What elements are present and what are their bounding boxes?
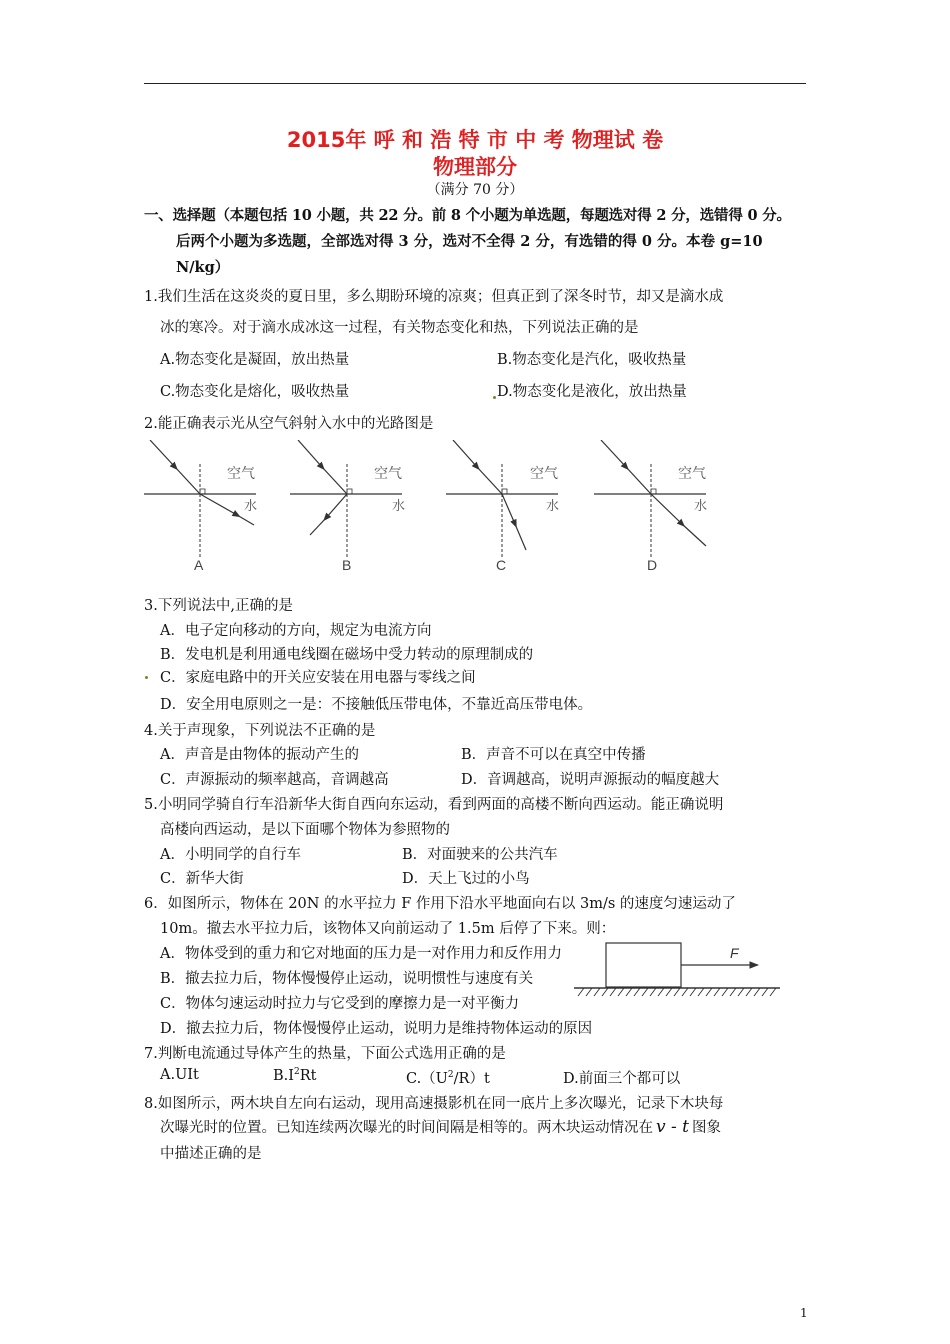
full-score: （满分 70 分） <box>426 182 524 198</box>
q5-option-c: C．新华大街 <box>160 871 244 887</box>
q6-option-b: B．撤去拉力后，物体慢慢停止运动，说明惯性与速度有关 <box>160 971 534 987</box>
q4-option-d: D．音调越高，说明声源振动的幅度越大 <box>461 772 720 788</box>
header-rule <box>144 83 806 84</box>
page-number: 1 <box>800 1306 808 1320</box>
section-heading-line3: N/kg） <box>176 259 230 276</box>
q5-option-a: A．小明同学的自行车 <box>160 847 301 863</box>
q3-option-d: D．安全用电原则之一是：不接触低压带电体，不靠近高压带电体。 <box>160 697 593 713</box>
section-heading: 一、选择题（本题包括 10 小题，共 22 分。前 8 个小题为单选题，每题选对得 2 分，选错得 0 分。 <box>144 207 791 224</box>
water-label: 水 <box>546 498 560 513</box>
q7-option-b: $B.I^2Rt$ <box>273 1067 317 1084</box>
q3-option-c: C．家庭电路中的开关应安装在用电器与零线之间 <box>160 670 476 686</box>
q5-option-b: B．对面驶来的公共汽车 <box>402 847 558 863</box>
q5-stem: 5.小明同学骑自行车沿新华大街自西向东运动，看到两面的高楼不断向西运动。能正确说明 <box>144 797 724 813</box>
q1-option-d: D.物态变化是液化，放出热量 <box>497 384 687 400</box>
page-subtitle: 物理部分 <box>433 155 517 179</box>
q1-option-a: A.物态变化是凝固，放出热量 <box>160 352 350 368</box>
air-label: 空气 <box>374 465 402 481</box>
q6-stem: 6．如图所示，物体在 20N 的水平拉力 F 作用下沿水平地面向右以 3m/s 的速度匀速运动了 <box>144 896 736 912</box>
q7-option-d: D.前面三个都可以 <box>563 1071 681 1087</box>
diagram-b-label: B <box>342 557 352 573</box>
diagram-a <box>144 440 257 573</box>
diagram-c-label: C <box>496 557 507 573</box>
water-label: 水 <box>244 498 258 513</box>
q6-option-d: D．撤去拉力后，物体慢慢停止运动，说明力是维持物体运动的原因 <box>160 1021 593 1037</box>
q8-stem-cont: 次曝光时的位置。已知连续两次曝光的时间间隔是相等的。两木块运动情况在 v - t 图象 <box>160 1117 721 1137</box>
force-label: F <box>730 945 739 961</box>
block <box>606 943 681 987</box>
q3-option-a: A．电子定向移动的方向，规定为电流方向 <box>160 623 432 639</box>
q6-option-c: C．物体匀速运动时拉力与它受到的摩擦力是一对平衡力 <box>160 996 520 1012</box>
q4-option-a: A．声音是由物体的振动产生的 <box>160 747 359 763</box>
q2-stem: 2.能正确表示光从空气斜射入水中的光路图是 <box>144 416 434 432</box>
q1-stem-cont: 冰的寒冷。对于滴水成冰这一过程，有关物态变化和热，下列说法正确的是 <box>160 320 639 336</box>
q4-stem: 4.关于声现象，下列说法不正确的是 <box>144 723 376 739</box>
water-label: 水 <box>392 498 406 513</box>
air-label: 空气 <box>678 465 706 481</box>
q8-stem: 8.如图所示，两木块自左向右运动，现用高速摄影机在同一底片上多次曝光，记录下木块每 <box>144 1096 724 1112</box>
section-heading-line2: 后两个小题为多选题，全部选对得 3 分，选对不全得 2 分，有选错的得 0 分。本卷 g=10 <box>176 233 763 250</box>
q3-stem: 3.下列说法中,正确的是 <box>144 598 293 614</box>
q3-option-b: B．发电机是利用通电线圈在磁场中受力转动的原理制成的 <box>160 647 534 663</box>
diagram-a-label: A <box>194 557 204 573</box>
q2-light-diagrams <box>140 440 720 580</box>
q7-option-c: $C.(U^2/R)t$ <box>406 1070 490 1087</box>
q5-stem-cont: 高楼向西运动，是以下面哪个物体为参照物的 <box>160 822 450 838</box>
q1-stem: 1.我们生活在这炎炎的夏日里，多么期盼环境的凉爽；但真正到了深冬时节，却又是滴水成 <box>144 289 724 305</box>
q6-option-a: A．物体受到的重力和它对地面的压力是一对作用力和反作用力 <box>160 946 562 962</box>
q8-stem-cont2: 中描述正确的是 <box>160 1146 262 1162</box>
q5-option-d: D．天上飞过的小鸟 <box>402 871 530 887</box>
diagram-b <box>290 440 405 573</box>
page-title: 2015年 呼 和 浩 特 市 中 考 物理试 卷 <box>286 128 664 152</box>
ground-hatching <box>578 988 776 996</box>
stray-dot <box>145 676 148 679</box>
q4-option-b: B．声音不可以在真空中传播 <box>461 747 646 763</box>
diagram-d <box>594 440 707 573</box>
air-label: 空气 <box>530 465 558 481</box>
q7-option-a: A.UIt <box>160 1067 199 1083</box>
q4-option-c: C．声源振动的频率越高，音调越高 <box>160 772 389 788</box>
stray-dot <box>493 396 496 399</box>
q6-stem-cont: 10m。撤去水平拉力后，该物体又向前运动了 1.5m 后停了下来。则： <box>160 921 616 937</box>
diagram-c <box>446 440 559 573</box>
q7-stem: 7.判断电流通过导体产生的热量，下面公式选用正确的是 <box>144 1046 506 1062</box>
q1-option-c: C.物态变化是熔化，吸收热量 <box>160 384 350 400</box>
air-label: 空气 <box>227 465 255 481</box>
diagram-d-label: D <box>647 557 658 573</box>
water-label: 水 <box>694 498 708 513</box>
q6-block-diagram <box>574 938 784 998</box>
q1-option-b: B.物态变化是汽化，吸收热量 <box>497 352 687 368</box>
